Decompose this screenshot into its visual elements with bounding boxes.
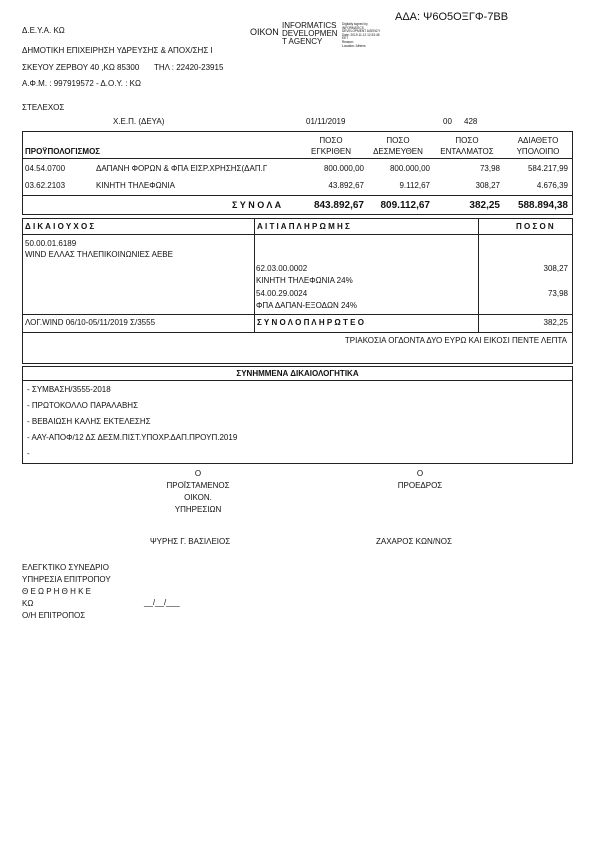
audit-line: ΕΛΕΓΚΤΙΚΟ ΣΥΝΕΔΡΙΟ: [22, 563, 109, 572]
payment-total-amount: 382,25: [543, 318, 568, 327]
budget-description: ΔΑΠΑΝΗ ΦΟΡΩΝ & ΦΠΑ ΕΙΣΡ.ΧΡΗΣΗΣ(ΔΑΠ.Γ: [96, 164, 268, 173]
audit-date-blank: __/__/___: [144, 598, 180, 607]
beneficiary-name: WIND ΕΛΛΑΣ ΤΗΛΕΠΙΚΟΙΝΩΝΙΕΣ ΑΕΒΕ: [25, 250, 173, 259]
signature-left-name: ΨΥΡΗΣ Γ. ΒΑΣΙΛΕΙΟΣ: [150, 537, 231, 546]
document-number: 428: [464, 117, 478, 126]
total-approved: 843.892,67: [313, 200, 364, 211]
budget-committed: 9.112,67: [399, 181, 430, 190]
budget-remaining: 4.676,39: [536, 181, 568, 190]
budget-header-divider: [22, 158, 573, 159]
payment-item-code: 54.00.29.0024: [256, 289, 308, 298]
stamp-details: [342, 23, 380, 48]
audit-line: ΚΩ: [22, 599, 34, 608]
total-committed: 809.112,67: [380, 200, 430, 211]
amount-header: Π Ο Σ Ο Ν: [516, 222, 554, 231]
remaining-header-line: ΑΔΙΑΘΕΤΟ: [517, 136, 559, 145]
digital-signature-stamp: [282, 22, 392, 48]
payment-item-description: ΚΙΝΗΤΗ ΤΗΛΕΦΩΝΙΑ 24%: [256, 276, 353, 285]
stamp-detail-line: INFORMATICS: [342, 25, 364, 30]
budget-approved: 43.892,67: [328, 181, 364, 190]
signature-left-role-line: ΥΠΗΡΕΣΙΩΝ: [174, 505, 222, 514]
amount-in-words: ΤΡΙΑΚΟΣΙΑ ΟΓΔΟΝΤΑ ΔΥΟ ΕΥΡΩ ΚΑΙ ΕΙΚΟΣΙ ΠΕΝΤΕ ΛΕΠΤΑ: [344, 336, 567, 345]
payment-item-description: ΦΠΑ ΔΑΠΑΝ-ΕΞΟΔΩΝ 24%: [256, 301, 357, 310]
signature-right-block: [380, 468, 460, 492]
stamp-line-1: INFORMATICS: [282, 22, 337, 30]
stamp-line-2: DEVELOPMEN: [282, 29, 338, 38]
totals-label: Σ Υ Ν Ο Λ Α: [232, 200, 282, 210]
org-tax-info: Α.Φ.Μ. : 997919572 - Δ.Ο.Υ. : ΚΩ: [22, 79, 141, 88]
beneficiary-header: Δ Ι Κ Α Ι Ο Υ Χ Ο Σ: [25, 222, 95, 231]
payment-reason-header: Α Ι Τ Ι Α Π Λ Η Ρ Ω Μ Η Σ: [257, 222, 350, 231]
attachment-item: - ΣΥΜΒΑΣΗ/3555-2018: [27, 385, 111, 394]
attachment-item: - ΑΑΥ-ΑΠΟΦ/12 ΔΣ ΔΕΣΜ.ΠΙΣΤ.ΥΠΟΧΡ.ΔΑΠ.ΠΡΟΥΠ.2019: [27, 433, 238, 442]
attachments-title: ΣΥΝΗΜΜΕΝΑ ΔΙΚΑΙΟΛΟΓΗΤΙΚΑ: [236, 369, 359, 378]
signature-right-article: Ο: [416, 469, 424, 478]
org-address: ΣΚΕΥΟΥ ΖΕΡΒΟΥ 40 ,ΚΩ 85300: [22, 63, 140, 72]
total-remaining: 588.894,38: [517, 200, 568, 211]
approved-header: [296, 135, 366, 157]
signature-left-role-line: ΠΡΟΪΣΤΑΜΕΝΟΣ: [166, 481, 230, 490]
payment-header-divider: [22, 234, 573, 235]
ada-code: ΑΔΑ: Ψ6Ο5ΟΞΓΦ-7ΒΒ: [395, 11, 509, 23]
committed-header-line: ΠΟΣΟ: [386, 136, 410, 145]
org-full-name: ΔΗΜΟΤΙΚΗ ΕΠΙΧΕΙΡΗΣΗ ΥΔΡΕΥΣΗΣ & ΑΠΟΧ/ΣΗΣ Ι: [22, 46, 213, 55]
payment-total-bottom-divider: [22, 332, 573, 333]
document-series: 00: [443, 117, 452, 126]
stamp-detail-line: DEVELOPMENT AGENCY: [342, 29, 381, 34]
budget-remaining: 584.217,99: [527, 164, 568, 173]
committed-header-line: ΔΕΣΜΕΥΘΕΝ: [373, 147, 423, 156]
remaining-header: [504, 135, 572, 157]
org-phone: ΤΗΛ : 22420-23915: [154, 63, 224, 72]
document-date: 01/11/2019: [306, 117, 346, 126]
payment-item-amount: 308,27: [543, 264, 568, 273]
payment-total-label: Σ Υ Ν Ο Λ Ο Π Λ Η Ρ Ω Τ Ε Ο: [257, 318, 364, 327]
audit-line: ΥΠΗΡΕΣΙΑ ΕΠΙΤΡΟΠΟΥ: [22, 575, 111, 584]
ordered-header: [432, 135, 502, 157]
payment-item-amount: 73,98: [547, 289, 568, 298]
stamp-detail-line: EET: [342, 36, 349, 41]
signature-right-name: ΖΑΧΑΡΟΣ ΚΩΝ/ΝΟΣ: [376, 537, 452, 546]
budget-header: ΠΡΟΫΠΟΛΟΓΙΣΜΟΣ: [25, 147, 101, 156]
stamp-detail-line: Date: 2019.11.12 12:33:45: [342, 32, 380, 37]
remaining-header-line: ΥΠΟΛΟΙΠΟ: [516, 147, 560, 156]
budget-ordered: 308,27: [475, 181, 500, 190]
approved-header-line: ΕΓΚΡΙΘΕΝ: [311, 147, 351, 156]
total-ordered: 382,25: [469, 200, 500, 211]
audit-block: [22, 562, 111, 622]
budget-code: 03.62.2103: [25, 181, 66, 190]
audit-line: Θ Ε Ω Ρ Η Θ Η Κ Ε: [22, 587, 91, 596]
signature-left-article: Ο: [194, 469, 202, 478]
signature-right-role-line: ΠΡΟΕΔΡΟΣ: [397, 481, 443, 490]
beneficiary-code: 50.00.01.6189: [25, 239, 77, 248]
approved-header-line: ΠΟΣΟ: [319, 136, 343, 145]
attachment-item: - ΒΕΒΑΙΩΣΗ ΚΑΛΗΣ ΕΚΤΕΛΕΣΗΣ: [27, 417, 151, 426]
payment-total-top-divider: [22, 314, 573, 315]
org-short-name: Δ.Ε.Υ.Α. ΚΩ: [22, 26, 65, 35]
attachments-header-divider: [22, 380, 573, 381]
ordered-header-line: ΕΝΤΑΛΜΑΤΟΣ: [440, 147, 494, 156]
budget-totals-divider: [22, 195, 573, 196]
budget-approved: 800.000,00: [323, 164, 364, 173]
stamp-detail-line: Location: Athens: [342, 43, 366, 48]
stamp-detail-line: Digitally signed by: [342, 22, 368, 26]
stamp-detail-line: Reason:: [342, 39, 354, 44]
budget-code: 04.54.0700: [25, 164, 66, 173]
attachment-item: - ΠΡΩΤΟΚΟΛΛΟ ΠΑΡΑΛΑΒΗΣ: [27, 401, 139, 410]
signature-left-role-line: ΟΙΚΟΝ.: [184, 493, 212, 502]
budget-ordered: 73,98: [479, 164, 500, 173]
committed-header: [364, 135, 432, 157]
stelexos-label: ΣΤΕΛΕΧΟΣ: [22, 103, 65, 112]
ordered-header-line: ΠΟΣΟ: [455, 136, 479, 145]
kep-label: Χ.Ε.Π. (ΔΕΥΑ): [113, 117, 165, 126]
document-title: ΟΙΚΟΝ: [250, 27, 279, 37]
stamp-line-3: T AGENCY: [282, 37, 323, 46]
budget-description: ΚΙΝΗΤΗ ΤΗΛΕΦΩΝΙΑ: [96, 181, 175, 190]
attachment-item: -: [27, 449, 30, 458]
payment-item-code: 62.03.00.0002: [256, 264, 308, 273]
signature-left-block: [158, 468, 238, 516]
budget-committed: 800.000,00: [389, 164, 430, 173]
audit-signer: Ο/Η ΕΠΙΤΡΟΠΟΣ: [22, 611, 86, 620]
account-note: ΛΟΓ.WIND 06/10-05/11/2019 Σ/3555: [25, 318, 156, 327]
